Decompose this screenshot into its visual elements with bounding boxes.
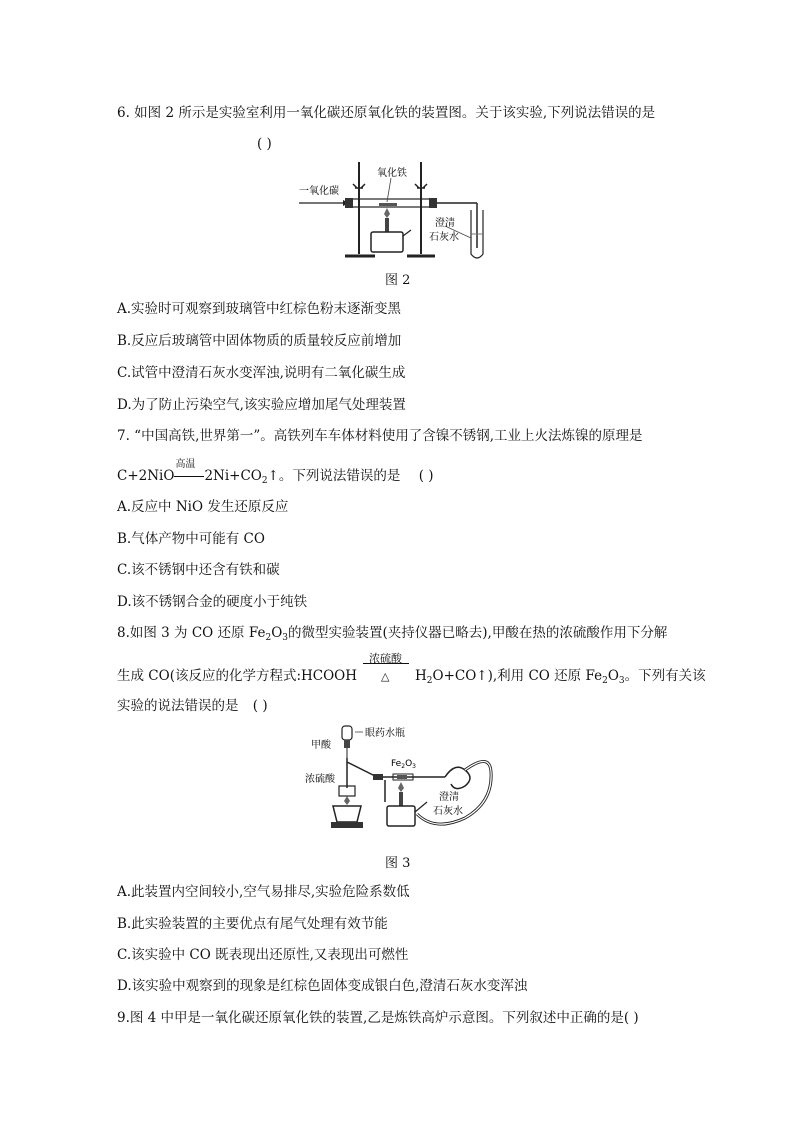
figure-2-diagram	[295, 158, 495, 264]
q6-option-d: D.为了防止污染空气,该实验应增加尾气处理装置	[117, 397, 406, 413]
q8-option-d: D.该实验中观察到的现象是红棕色固体变成银白色,澄清石灰水变浑浊	[117, 978, 528, 994]
q8-stem-c: 的微型实验装置(夹持仪器已略去),甲酸在热的浓硫酸作用下分解	[288, 625, 668, 641]
q8-stem-b: O	[271, 625, 283, 641]
q8-answer-paren: ( )	[252, 698, 268, 714]
q8-option-c: C.该实验中 CO 既表现出还原性,又表现出可燃性	[117, 947, 409, 963]
q6-option-a: A.实验时可观察到玻璃管中红棕色粉末逐渐变黑	[117, 301, 402, 317]
q7-eq-left: C+2NiO	[117, 468, 175, 484]
label-fe2o3: 氧化铁	[377, 168, 407, 179]
figure-2-caption: 图 2	[385, 273, 411, 288]
q8-line2-b: H	[415, 668, 427, 684]
q7-stem: 7. “中国高铁,世界第一”。高铁列车车体材料使用了含镍不锈钢,工业上火法炼镍的原理是	[117, 428, 643, 444]
q8-line2-sub1: 2	[426, 676, 433, 686]
q7-option-a: A.反应中 NiO 发生还原反应	[117, 499, 289, 515]
q8-line3: 实验的说法错误的是	[117, 698, 239, 714]
label-sulfuric-acid: 浓硫酸	[305, 774, 335, 785]
q8-stem-line-1	[117, 624, 667, 647]
q7-option-c: C.该不锈钢中还含有铁和碳	[117, 562, 280, 578]
q7-eq-right-sub: 2	[261, 476, 268, 486]
q7-equation-line	[117, 459, 434, 490]
q7-option-b: B.气体产物中可能有 CO	[117, 531, 265, 547]
q8-stem-a: 8.如图 3 为 CO 还原 Fe	[117, 625, 266, 641]
q8-line2-e: 。下列有关该	[624, 668, 706, 684]
q8-line2-c: O+CO↑),利用 CO 还原 Fe	[432, 668, 603, 684]
label-co: 一氧化碳	[299, 186, 339, 197]
q8-line2-sub3: 3	[618, 676, 625, 686]
label-dropper-bottle: 眼药水瓶	[365, 728, 405, 739]
label-limewater-1: 澄清	[435, 218, 455, 229]
q7-answer-paren: ( )	[418, 468, 434, 484]
q8-option-a: A.此装置内空间较小,空气易排尽,实验危险系数低	[117, 884, 410, 900]
q8-eq-arrow	[363, 652, 409, 685]
figure-3-diagram	[305, 722, 495, 834]
label-limewater-2: 石灰水	[429, 232, 459, 243]
label-formic-acid: 甲酸	[311, 740, 331, 751]
q8-line2-sub2: 2	[602, 676, 608, 686]
label-fe2o3: $Fe_2O_3$	[391, 759, 416, 770]
q7-eq-right-a: 2Ni+CO	[204, 468, 262, 484]
q9-stem: 9.图 4 中甲是一氧化碳还原氧化铁的装置,乙是炼铁高炉示意图。下列叙述中正确的是( )	[117, 1010, 639, 1026]
q8-line2-a: 生成 CO(该反应的化学方程式:HCOOH	[117, 668, 358, 684]
label-limewater-1: 澄清	[439, 792, 459, 803]
q8-eq-cond-top: 浓硫酸	[369, 652, 403, 665]
q8-option-b: B.此实验装置的主要优点有尾气处理有效节能	[117, 916, 388, 932]
q6-option-b: B.反应后玻璃管中固体物质的质量较反应前增加	[117, 333, 402, 349]
q8-stem-line-3	[117, 697, 268, 715]
q8-stem-sub2: 3	[282, 633, 288, 643]
q8-line2-d: O	[607, 668, 619, 684]
q7-eq-arrow	[174, 459, 204, 485]
q8-eq-cond-bottom: △	[381, 670, 390, 683]
label-limewater-2: 石灰水	[433, 806, 463, 817]
q7-option-d: D.该不锈钢合金的硬度小于纯铁	[117, 594, 308, 610]
figure-3-caption: 图 3	[385, 856, 411, 871]
q6-answer-paren: ( )	[257, 136, 272, 152]
q6-option-c: C.试管中澄清石灰水变浑浊,说明有二氧化碳生成	[117, 365, 406, 381]
q7-eq-right-b: ↑。下列说法错误的是	[267, 468, 401, 484]
q7-eq-condition: 高温	[175, 459, 196, 470]
q6-stem: 6. 如图 2 所示是实验室利用一氧化碳还原氧化铁的装置图。关于该实验,下列说法错误的是	[117, 105, 656, 121]
q8-stem-line-2	[117, 652, 706, 690]
q8-stem-sub1: 2	[265, 633, 272, 643]
